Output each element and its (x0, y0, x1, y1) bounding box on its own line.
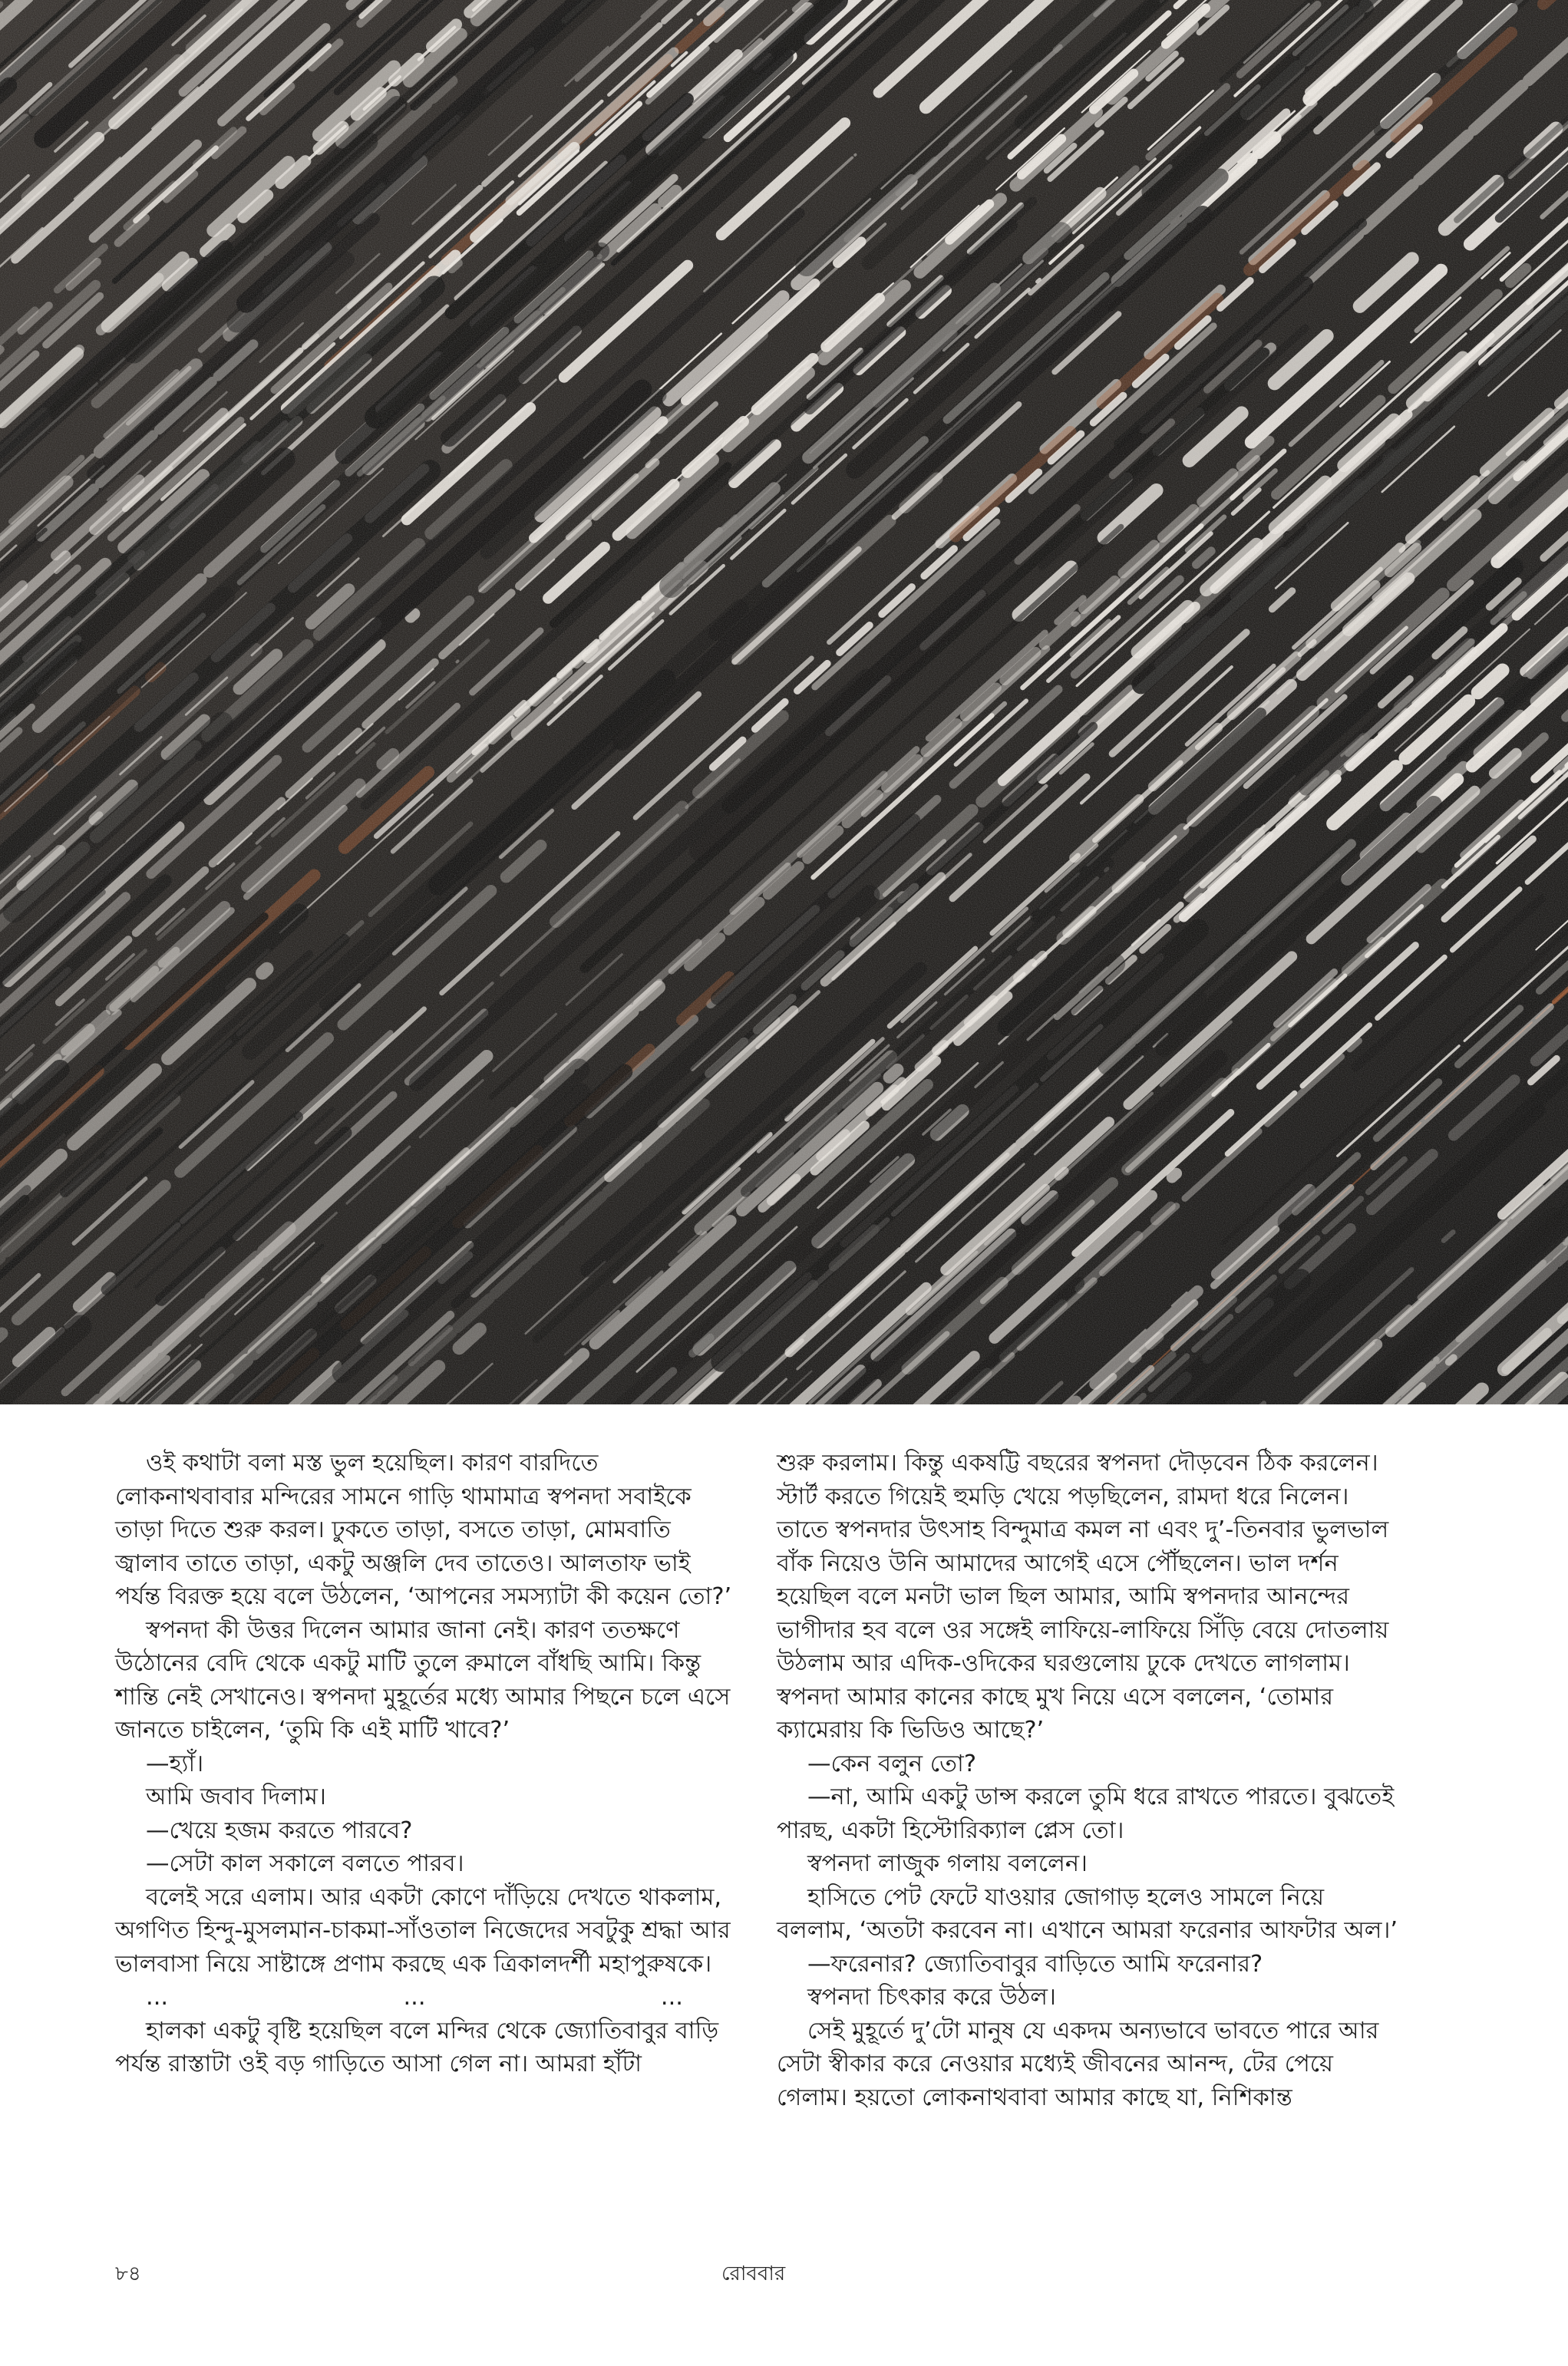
paragraph: হাসিতে পেট ফেটে যাওয়ার জোগাড় হলেও সামলে নিয়ে বললাম, ‘অতটা করবেন না। এখানে আমরা ফরেনার আফটার অল।’ (777, 1883, 1398, 1944)
paragraph: স্বপনদা কী উত্তর দিলেন আমার জানা নেই। কারণ ততক্ষণে উঠোনের বেদি থেকে একটু মাটি তুলে রুমালে বাঁধছি আমি। কিন্তু শান্তি নেই সেখানেও। স্বপনদা মুহূর্তের মধ্যে আমার পিছনে চলে এসে জানতে চাইলেন, ‘তুমি কি এই মাটি খাবে?’ (115, 1616, 731, 1744)
article-column-right (777, 1447, 1398, 2114)
paragraph: আমি জবাব দিলাম। (146, 1784, 326, 1810)
ellipsis: ... (403, 1984, 426, 2011)
paragraph: হালকা একটু বৃষ্টি হয়েছিল বলে মন্দির থেকে জ্যোতিবাবুর বাড়ি পর্যন্ত রাস্তাটা ওই বড় গাড়িতে আসা গেল না। আমরা হাঁটা (115, 2017, 719, 2077)
paragraph: —সেটা কাল সকালে বলতে পারব। (146, 1850, 464, 1877)
paragraph: ওই কথাটা বলা মস্ত ভুল হয়েছিল। কারণ বারদিতে লোকনাথবাবার মন্দিরের সামনে গাড়ি থামামাত্র স্বপনদা সবাইকে তাড়া দিতে শুরু করল। ঢুকতে তাড়া, বসতে তাড়া, মোমবাতি জ্বালাব তাতে তাড়া, একটু অঞ্জলি দেব তাতেও। আলতাফ ভাই পর্যন্ত বিরক্ত হয়ে বলে উঠলেন, ‘আপনের সমস্যাটা কী কয়েন তো?’ (115, 1450, 732, 1610)
paragraph: —হ্যাঁ। (146, 1750, 204, 1777)
section-break (115, 1981, 737, 2015)
page-number: ৮৪ (115, 2262, 141, 2285)
paragraph: শুরু করলাম। কিন্তু একষট্টি বছরের স্বপনদা দৌড়বেন ঠিক করলেন। স্টার্ট করতে গিয়েই হুমড়ি খেয়ে পড়ছিলেন, রামদা ধরে নিলেন। তাতে স্বপনদার উৎসাহ বিন্দুমাত্র কমল না এবং দু’-তিনবার ভুলভাল বাঁক নিয়েও উনি আমাদের আগেই এসে পৌঁছলেন। ভাল দর্শন হয়েছিল বলে মনটা ভাল ছিল আমার, আমি স্বপনদার আনন্দের ভাগীদার হব বলে ওর সঙ্গেই লাফিয়ে-লাফিয়ে সিঁড়ি বেয়ে দোতলায় উঠলাম আর এদিক-ওদিকের ঘরগুলোয় ঢুকে দেখতে লাগলাম। স্বপনদা আমার কানের কাছে মুখ নিয়ে এসে বললেন, ‘তোমার ক্যামেরায় কি ভিডিও আছে?’ (777, 1450, 1389, 1744)
paragraph: —কেন বলুন তো? (807, 1750, 977, 1777)
ellipsis: ... (660, 1984, 683, 2011)
paragraph: —না, আমি একটু ডান্স করলে তুমি ধরে রাখতে পারতে। বুঝতেই পারছ, একটা হিস্টোরিক্যাল প্লেস তো। (777, 1784, 1395, 1844)
paragraph: —ফরেনার? জ্যোতিবাবুর বাড়িতে আমি ফরেনার? (807, 1950, 1263, 1978)
paragraph: —খেয়ে হজম করতে পারবে? (146, 1817, 413, 1844)
article-column-left (115, 1447, 737, 2081)
paragraph: স্বপনদা লাজুক গলায় বললেন। (807, 1850, 1088, 1877)
paragraph: বলেই সরে এলাম। আর একটা কোণে দাঁড়িয়ে দেখতে থাকলাম, অগণিত হিন্দু-মুসলমান-চাকমা-সাঁওতাল নিজেদের সবটুকু শ্রদ্ধা আর ভালবাসা নিয়ে সাষ্টাঙ্গে প্রণাম করছে এক ত্রিকালদর্শী মহাপুরুষকে। (115, 1883, 731, 1978)
ellipsis: ... (146, 1984, 169, 2011)
paragraph: স্বপনদা চিৎকার করে উঠল। (807, 1984, 1056, 2011)
paragraph: সেই মুহূর্তে দু’টো মানুষ যে একদম অন্যভাবে ভাবতে পারে আর সেটা স্বীকার করে নেওয়ার মধ্যেই জীবনের আনন্দ, টের পেয়ে গেলাম। হয়তো লোকনাথবাবা আমার কাছে যা, নিশিকান্ত (777, 2017, 1379, 2111)
magazine-name: রোববার (721, 2262, 786, 2285)
